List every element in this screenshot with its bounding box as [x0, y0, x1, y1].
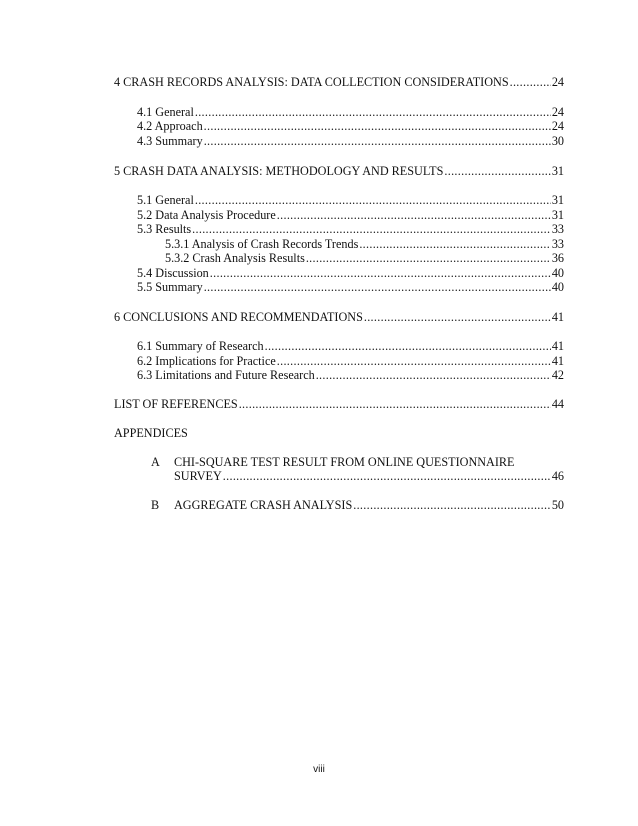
leader-dots: [359, 237, 551, 251]
toc-entry-5-3[interactable]: [137, 222, 564, 236]
leader-dots: [353, 498, 551, 512]
toc-entry-appendix-a[interactable]: [174, 469, 564, 483]
toc-entry-appendix-b[interactable]: [174, 498, 564, 512]
toc-entry-4-3[interactable]: [137, 134, 564, 148]
leader-dots: [444, 164, 550, 178]
toc-entry-page: 24: [551, 119, 564, 133]
leader-dots: [510, 75, 551, 89]
toc-entry-title: 5.4 Discussion: [137, 266, 209, 280]
toc-entry-page: 44: [551, 397, 564, 411]
leader-dots: [204, 280, 551, 294]
leader-dots: [277, 354, 551, 368]
page-number: viii: [313, 764, 325, 775]
toc-entry-chapter-5[interactable]: [114, 164, 564, 178]
leader-dots: [265, 339, 551, 353]
toc-entry-chapter-4[interactable]: [114, 75, 564, 89]
toc-entry-6-2[interactable]: [137, 354, 564, 368]
leader-dots: [223, 469, 551, 483]
toc-entry-references[interactable]: [114, 397, 564, 411]
toc-entry-page: 50: [551, 498, 564, 512]
toc-entry-title: AGGREGATE CRASH ANALYSIS: [174, 498, 353, 512]
toc-entry-5-1[interactable]: [137, 193, 564, 207]
toc-entry-5-2[interactable]: [137, 208, 564, 222]
toc-entry-page: 24: [551, 75, 564, 89]
toc-entry-title: 5.3.2 Crash Analysis Results: [165, 251, 305, 265]
toc-entry-chapter-6[interactable]: [114, 310, 564, 324]
toc-entry-title: 6.2 Implications for Practice: [137, 354, 276, 368]
toc-entry-5-4[interactable]: [137, 266, 564, 280]
toc-entry-title: 5.2 Data Analysis Procedure: [137, 208, 276, 222]
toc-entry-title: 5.3 Results: [137, 222, 192, 236]
leader-dots: [306, 251, 551, 265]
leader-dots: [277, 208, 551, 222]
leader-dots: [192, 222, 551, 236]
toc-entry-page: 24: [551, 105, 564, 119]
toc-entry-title: SURVEY: [174, 469, 222, 483]
leader-dots: [210, 266, 551, 280]
toc-entry-title: 4.2 Approach: [137, 119, 203, 133]
appendix-letter-a: A: [151, 455, 160, 469]
toc-entry-title: 5 CRASH DATA ANALYSIS: METHODOLOGY AND RESULTS: [114, 164, 444, 178]
leader-dots: [204, 134, 551, 148]
toc-entry-title: 6 CONCLUSIONS AND RECOMMENDATIONS: [114, 310, 363, 324]
toc-entry-title: 5.1 General: [137, 193, 194, 207]
toc-entry-title: 4.1 General: [137, 105, 194, 119]
toc-entry-title: 4.3 Summary: [137, 134, 203, 148]
leader-dots: [364, 310, 551, 324]
toc-entry-title: 4 CRASH RECORDS ANALYSIS: DATA COLLECTION CONSIDERATIONS: [114, 75, 509, 89]
appendices-heading: APPENDICES: [114, 426, 188, 440]
toc-entry-title: 5.3.1 Analysis of Crash Records Trends: [165, 237, 359, 251]
toc-entry-page: 30: [551, 134, 564, 148]
toc-entry-page: 31: [551, 208, 564, 222]
toc-entry-4-2[interactable]: [137, 119, 564, 133]
leader-dots: [239, 397, 551, 411]
toc-entry-6-1[interactable]: [137, 339, 564, 353]
leader-dots: [195, 105, 551, 119]
toc-entry-5-3-1[interactable]: [165, 237, 564, 251]
toc-entry-page: 31: [551, 193, 564, 207]
toc-entry-page: 36: [551, 251, 564, 265]
toc-entry-page: 31: [551, 164, 564, 178]
toc-entry-page: 33: [551, 237, 564, 251]
leader-dots: [195, 193, 551, 207]
toc-entry-6-3[interactable]: [137, 368, 564, 382]
toc-entry-page: 41: [551, 354, 564, 368]
toc-entry-5-5[interactable]: [137, 280, 564, 294]
appendix-letter-b: B: [151, 498, 160, 512]
toc-entry-page: 46: [551, 469, 564, 483]
leader-dots: [204, 119, 551, 133]
toc-entry-appendix-a-line1[interactable]: CHI-SQUARE TEST RESULT FROM ONLINE QUESTIONNAIRE: [174, 455, 515, 469]
leader-dots: [316, 368, 551, 382]
toc-entry-page: 33: [551, 222, 564, 236]
toc-entry-page: 41: [551, 310, 564, 324]
toc-entry-title: 5.5 Summary: [137, 280, 203, 294]
toc-entry-page: 40: [551, 280, 564, 294]
toc-entry-page: 40: [551, 266, 564, 280]
toc-entry-page: 42: [551, 368, 564, 382]
toc-entry-title: 6.1 Summary of Research: [137, 339, 264, 353]
toc-entry-4-1[interactable]: [137, 105, 564, 119]
toc-entry-page: 41: [551, 339, 564, 353]
toc-entry-title: 6.3 Limitations and Future Research: [137, 368, 315, 382]
toc-entry-5-3-2[interactable]: [165, 251, 564, 265]
toc-entry-title: LIST OF REFERENCES: [114, 397, 238, 411]
